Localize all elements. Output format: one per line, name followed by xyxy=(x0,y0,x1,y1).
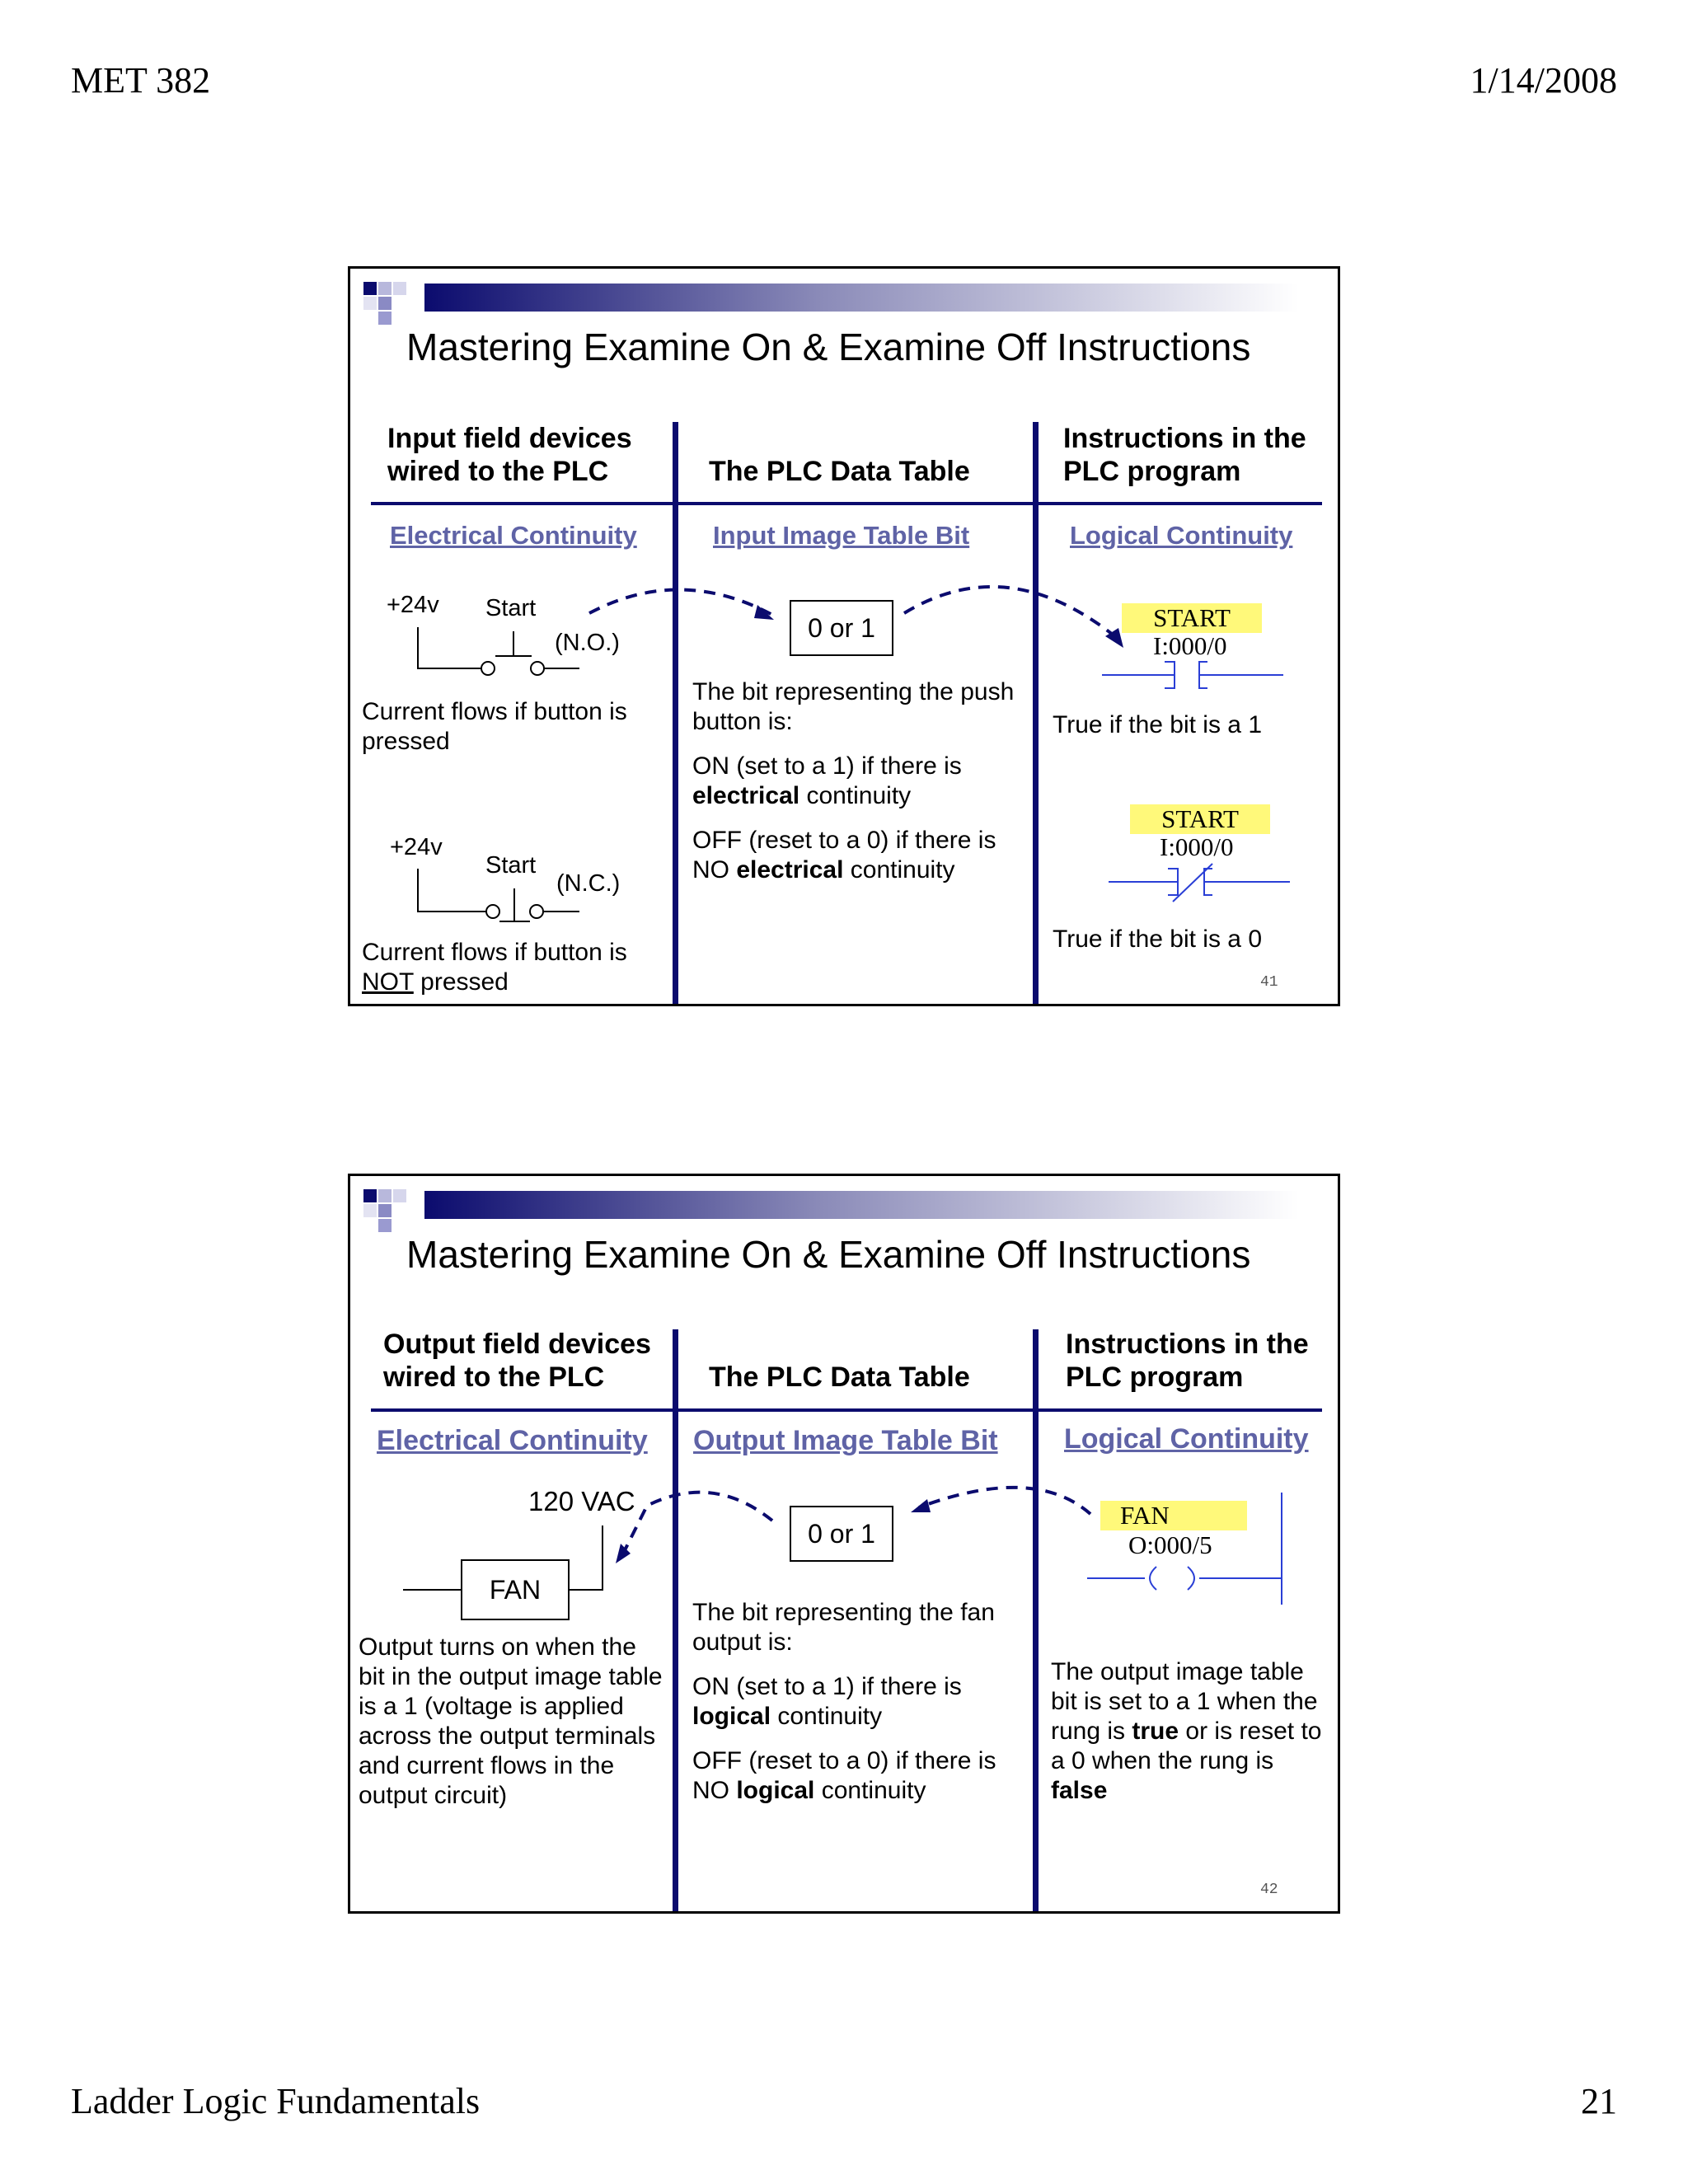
col1-heading-line1: Input field devices xyxy=(387,423,632,454)
on-text: ON (set to a 1) if there is xyxy=(692,1673,962,1700)
nc-voltage-label: +24v xyxy=(390,834,443,860)
slide-42 xyxy=(348,1174,1340,1914)
col3-heading-line1: Instructions in the xyxy=(1063,423,1306,454)
device-caption: Output turns on when the bit in the output image table is a 1 (voltage is applied across the output terminals and current flows in the output circuit) xyxy=(359,1633,663,1809)
col2-heading: The PLC Data Table xyxy=(709,456,970,487)
col1-subheading: Electrical Continuity xyxy=(377,1425,648,1456)
off-text: OFF (reset to a 0) if there is NO xyxy=(692,827,996,883)
dashed-arrows xyxy=(589,587,1121,641)
nc-switch-label: Start xyxy=(485,852,537,879)
off-text: OFF (reset to a 0) if there is NO xyxy=(692,1747,996,1804)
arrow-head-icon xyxy=(911,1499,931,1512)
xio-contact-icon xyxy=(1109,864,1290,902)
footer-title: Ladder Logic Fundamentals xyxy=(71,2081,481,2121)
on-bold-text: electrical xyxy=(692,782,800,809)
off-suffix-text: continuity xyxy=(850,856,955,883)
slide-title: Mastering Examine On & Examine Off Instructions xyxy=(406,326,1251,368)
col1-heading-line2: wired to the PLC xyxy=(383,1361,605,1393)
xic-tag: START xyxy=(1122,603,1262,633)
xio-address: I:000/0 xyxy=(1160,832,1234,861)
page-number: 21 xyxy=(1581,2081,1617,2121)
col3-subheading: Logical Continuity xyxy=(1064,1423,1309,1455)
fan-device-box: FAN xyxy=(461,1559,570,1620)
slide2-diagrams xyxy=(350,1176,1340,1914)
slide1-diagrams xyxy=(350,269,1340,1006)
rung-false-text: false xyxy=(1051,1777,1108,1804)
input-bit-box: 0 or 1 xyxy=(790,600,893,656)
no-caption: Current flows if button is pressed xyxy=(362,698,627,755)
slide-number: 42 xyxy=(1260,1882,1278,1898)
xic-address: I:000/0 xyxy=(1153,631,1227,660)
col3-heading-line1: Instructions in the xyxy=(1066,1329,1309,1360)
ote-address: O:000/5 xyxy=(1128,1530,1212,1559)
nc-caption-suffix: pressed xyxy=(420,968,509,996)
on-suffix-text: continuity xyxy=(806,782,912,809)
off-bold-text: logical xyxy=(736,1777,815,1804)
col1-heading-line1: Output field devices xyxy=(383,1329,651,1360)
no-switch-type: (N.O.) xyxy=(555,630,620,656)
no-switch-label: Start xyxy=(485,595,537,621)
nc-caption-text: Current flows if button is xyxy=(362,939,627,966)
col1-subheading: Electrical Continuity xyxy=(390,521,637,550)
col2-subheading: Output Image Table Bit xyxy=(693,1425,998,1456)
xio-tag: START xyxy=(1130,804,1270,834)
slide-number: 41 xyxy=(1260,974,1278,991)
on-bold-text: logical xyxy=(692,1703,771,1730)
col1-heading-line2: wired to the PLC xyxy=(387,456,609,487)
nc-pushbutton-icon xyxy=(418,869,579,921)
bit-description: The bit representing the fan output is: xyxy=(692,1599,995,1656)
nc-switch-type: (N.C.) xyxy=(556,870,621,897)
no-pushbutton-icon xyxy=(418,627,579,675)
rung-text: The output image table bit is set to a 1 when the rung is xyxy=(1051,1658,1318,1745)
ote-coil-icon xyxy=(1087,1493,1282,1605)
col3-heading-line2: PLC program xyxy=(1063,456,1241,487)
col3-heading-line2: PLC program xyxy=(1066,1361,1244,1393)
bit-description: The bit representing the push button is: xyxy=(692,678,1015,735)
rung-true-text: true xyxy=(1132,1718,1179,1745)
page-date: 1/14/2008 xyxy=(1470,60,1617,101)
dashed-arrows xyxy=(622,1488,1090,1555)
output-bit-box: 0 or 1 xyxy=(790,1506,893,1562)
slide-title: Mastering Examine On & Examine Off Instructions xyxy=(406,1233,1251,1276)
nc-caption-not: NOT xyxy=(362,968,414,996)
course-code: MET 382 xyxy=(71,60,211,101)
col3-subheading: Logical Continuity xyxy=(1070,521,1293,550)
col2-subheading: Input Image Table Bit xyxy=(713,521,970,550)
col2-heading: The PLC Data Table xyxy=(709,1361,970,1393)
off-suffix-text: continuity xyxy=(821,1777,926,1804)
xio-caption: True if the bit is a 0 xyxy=(1053,926,1263,953)
voltage-label: 120 VAC xyxy=(528,1486,635,1516)
ote-tag: FAN xyxy=(1100,1501,1247,1530)
xic-caption: True if the bit is a 1 xyxy=(1053,711,1263,738)
on-suffix-text: continuity xyxy=(777,1703,883,1730)
on-text: ON (set to a 1) if there is xyxy=(692,752,962,780)
no-voltage-label: +24v xyxy=(387,592,439,618)
xic-contact-icon xyxy=(1102,662,1283,688)
off-bold-text: electrical xyxy=(736,856,844,883)
fan-circuit-icon xyxy=(403,1526,603,1590)
rung-middle-text: or is reset to a 0 when the rung is xyxy=(1051,1718,1322,1774)
slide-41 xyxy=(348,266,1340,1006)
